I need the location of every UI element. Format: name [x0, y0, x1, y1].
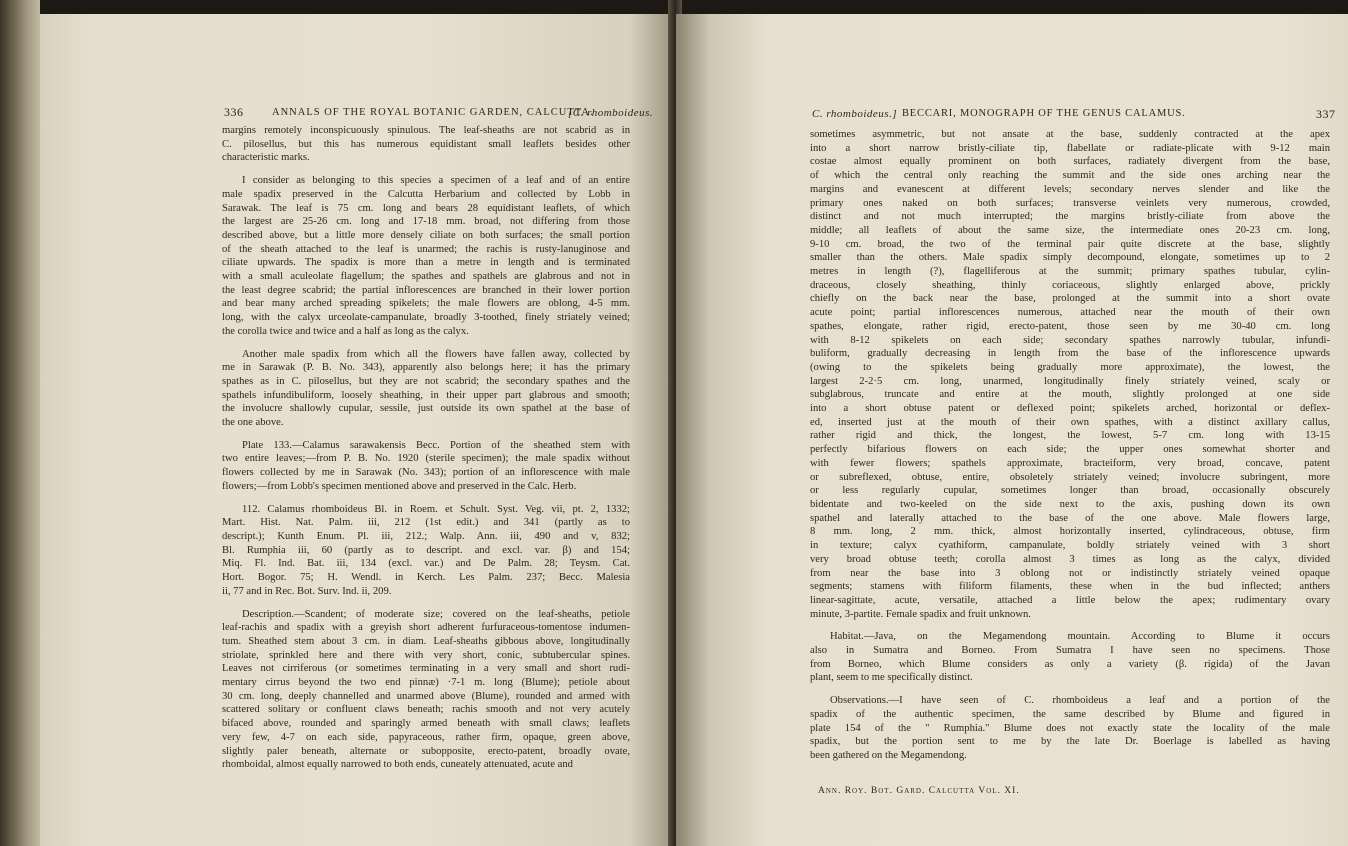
text-line: into a short narrow bristly-ciliate tip, flabellate or radiate-plicate with 9-12 main	[810, 142, 1330, 154]
paragraph-gap	[222, 165, 630, 174]
text-line: margins and evanescent at different levels; secondary nerves slender and like the	[810, 183, 1330, 195]
text-line: spathes as in C. pilosellus, but they are not scabrid; the secondary spathes and the	[222, 375, 630, 387]
right-running-head: BECCARI, MONOGRAPH OF THE GENUS CALAMUS.	[902, 108, 1186, 119]
text-line: sometimes asymmetric, but not ansate at the base, suddenly contracted at the apex	[810, 129, 1330, 140]
text-line: spathels infundibuliform, loosely sheathing, in their upper part glabrous and smooth;	[222, 389, 630, 401]
text-line: very broad obtuse teeth; corolla almost 3 times as long as the calyx, divided	[810, 553, 1330, 565]
text-line: very few, 4-7 on each side, papyraceous, rather firm, opaque, green above,	[222, 731, 630, 743]
text-line: tum. Sheathed stem about 3 cm. in diam. Leaf-sheaths gibbous above, longitudinally	[222, 635, 630, 647]
paragraph-gap	[222, 430, 630, 439]
text-line: primary ones naked on both surfaces; transverse veinlets very numerous, crowded,	[810, 197, 1330, 209]
text-line: Description.—Scandent; of moderate size; covered on the leaf-sheaths, petiole	[242, 608, 630, 620]
text-line: margins remotely inconspicuously spinulous. The leaf-sheaths are not scabrid as in	[222, 125, 630, 136]
left-page-number: 336	[224, 105, 244, 119]
text-line: descript.); Kunth Enum. Pl. iii, 212.; Walp. Ann. iii, 490 and v, 832;	[222, 530, 630, 542]
text-line: metres in length (?), flagelliferous at the summit; primary spathes tubular, cylin-	[810, 266, 1330, 278]
text-line: me in Sarawak (P. B. No. 343), apparently also belongs here; it has the primary	[222, 362, 630, 374]
paragraph-gap	[222, 494, 630, 503]
text-line: striolate, sprinkled here and there with very short, conic, subtubercular spines.	[222, 649, 630, 661]
text-line: with fewer flowers; spathels approximate, bracteiform, very broad, concave, patent	[810, 457, 1330, 469]
text-line: two entire leaves;—from P. B. No. 1920 (sterile specimen); the male spadix without	[222, 453, 630, 465]
text-line: or subreflexed, obtuse, entire, obsoletely striately veined; involucre subringent, more	[810, 471, 1330, 483]
text-line: (owing to the spikelets being gradually more approximate), the lowest, the	[810, 361, 1330, 373]
text-line: slightly paler beneath, alternate or subopposite, erecto-patent, broadly ovate,	[222, 745, 630, 757]
text-line: with 8-12 spikelets on each side; secondary spathes narrowly tubular, infundi-	[810, 334, 1330, 346]
paragraph-gap	[222, 339, 630, 348]
text-line: spathes, elongate, rather rigid, erecto-patent, those seen by me 30-40 cm. long	[810, 320, 1330, 332]
text-line: long, with the calyx urceolate-campanulate, broadly 3-toothed, finely striately veined;	[222, 312, 630, 324]
text-line: the involucre shallowly cupular, sessile, just outside its own spathel at the base of	[222, 403, 630, 415]
left-page	[40, 14, 674, 846]
text-line: 30 cm. long, deeply channelled and unarmed above (Blume), rounded and armed with	[222, 690, 630, 702]
text-line: plant, seem to me specifically distinct.	[810, 672, 973, 684]
text-line: Hort. Bogor. 75; H. Wendl. in Kerch. Les Palm. 237; Becc. Malesia	[222, 572, 630, 584]
book-edge	[0, 0, 40, 846]
text-line: the least degree scabrid; the partial inflorescences are branched in their lower portion	[222, 284, 630, 296]
right-running-head-species: C. rhomboideus.]	[812, 108, 898, 120]
text-line: rather rigid and thick, the longest, the lowest, 5-7 cm. long with 13-15	[810, 430, 1330, 442]
right-page	[676, 14, 1348, 846]
text-line: Observations.—I have seen of C. rhomboideus a leaf and a portion of the	[830, 695, 1330, 707]
text-line: ii, 77 and in Rec. Bot. Surv. Ind. ii, 209.	[222, 585, 392, 597]
text-line: Sarawak. The leaf is 75 cm. long and bears 28 equidistant leaflets, of which	[222, 202, 630, 214]
text-line: Mart. Hist. Nat. Palm. iii, 212 (1st edit.) and 341 (partly as to	[222, 517, 630, 529]
text-line: largest 2-2·5 cm. long, unarmed, longitudinally finely striately veined, scaly or	[810, 375, 1330, 387]
text-line: Miq. Fl. Ind. Bat. iii, 134 (excl. var.) and De Palm. 28; Teysm. Cat.	[222, 558, 630, 570]
text-line: C. pilosellus, but this has numerous equidistant small leaflets besides other	[222, 138, 630, 150]
text-line: chiefly on the back near the base, prolonged at the summit into a short ovate	[810, 293, 1330, 305]
text-line: flowers;—from Lobb's specimen mentioned above and preserved in the Calc. Herb.	[222, 480, 577, 492]
text-line: flowers collected by me in Sarawak (No. 343); portion of an inflorescence with male	[222, 467, 630, 479]
text-line: smaller than the others. Male spadix simply decompound, elongate, sometimes up to 2	[810, 252, 1330, 264]
text-line: in texture; calyx cyathiform, campanulate, boldly striately veined with 3 short	[810, 540, 1330, 552]
text-line: distinct and not much interrupted; the margins bristly-ciliate from above the	[810, 211, 1330, 223]
right-page-number: 337	[1316, 107, 1336, 121]
text-line: of the sheath attached to the leaf is unarmed; the rachis is rusty-lanuginose and	[222, 243, 630, 255]
text-line: middle; all leaflets of about the same size, the intermediate ones 20-23 cm. long,	[810, 224, 1330, 236]
text-line: Habitat.—Java, on the Megamendong mountain. According to Blume it occurs	[830, 631, 1330, 643]
text-line: costae almost equally prominent on both surfaces, radiately divergent from the base,	[810, 156, 1330, 168]
left-running-head: ANNALS OF THE ROYAL BOTANIC GARDEN, CALCUTTA.	[272, 107, 594, 118]
text-line: ciliate upwards. The spadix is more than a metre in length and is terminated	[222, 257, 630, 269]
right-page-body	[810, 128, 1330, 763]
text-line: I consider as belonging to this species a specimen of a leaf and of an entire	[242, 175, 630, 187]
text-line: 8 mm. long, 2 mm. thick, almost horizontally inserted, cylindraceous, obtuse, firm	[810, 526, 1330, 538]
text-line: been gathered on the Megamendong.	[810, 749, 967, 761]
text-line: or less regularly cupular, sometimes longer than broad, occasionally obscurely	[810, 485, 1330, 497]
text-line: bidentate and two-keeled on the side next to the axis, pushing down its own	[810, 498, 1330, 510]
text-line: male spadix preserved in the Calcutta Herbarium and collected by Lobb in	[222, 188, 630, 200]
text-line: bifaced above, rounded and sparingly armed beneath with small claws; leaflets	[222, 718, 630, 730]
text-line: the corolla twice and twice and a half as long as the calyx.	[222, 325, 469, 337]
text-line: from Borneo, which Blume considers as only a variety (β. rigida) of the Javan	[810, 658, 1330, 670]
page-footer: Ann. Roy. Bot. Gard. Calcutta Vol. XI.	[818, 786, 1020, 796]
text-line: buliform, gradually decreasing in length from the base of the inflorescence upwards	[810, 348, 1330, 360]
text-line: scattered solitary or confluent claws beneath; rachis smooth and not very acutely	[222, 704, 630, 716]
text-line: into a short obtuse patent or deflexed point; spikelets arched, horizontal or deflex-	[810, 403, 1330, 415]
text-line: linear-sagittate, acute, versatile, attached a little below the apex; rudimentary ovary	[810, 594, 1330, 606]
text-line: spadix of the authentic specimen, the same described by Blume and figured in	[810, 708, 1330, 720]
text-line: perfectly bifarious flowers on each side; the upper ones somewhat shorter and	[810, 444, 1330, 456]
text-line: Bl. Rumphia iii, 60 (partly as to descript. and excl. var. β) and 154;	[222, 544, 630, 556]
left-page-body	[222, 124, 630, 772]
paragraph-gap	[810, 621, 1330, 630]
text-line: plate 154 of the " Rumphia." Blume does not exactly state the locality of the male	[810, 722, 1330, 734]
text-line: also in Sumatra and Borneo. From Sumatra I have seen no specimens. Those	[810, 645, 1330, 657]
text-line: ed, inserted just at the mouth of their own spathes, with a distinct axillary callus,	[810, 416, 1330, 428]
text-line: Plate 133.—Calamus sarawakensis Becc. Portion of the sheathed stem with	[242, 439, 630, 451]
left-running-head-species: [C. rhomboideus.	[568, 107, 654, 119]
text-line: characteristic marks.	[222, 152, 310, 164]
text-line: the largest are 25-26 cm. long and 17-18 mm. broad, not differing from those	[222, 216, 630, 228]
text-line: Another male spadix from which all the flowers have fallen away, collected by	[242, 348, 630, 360]
paragraph-gap	[222, 599, 630, 608]
text-line: rhomboidal, almost equally narrowed to both ends, cuneately attenuated, acute and	[222, 759, 573, 771]
text-line: described above, but a little more densely ciliate on both surfaces; the small portion	[222, 229, 630, 241]
text-line: acute point; partial inflorescences numerous, attached near the mouth of their own	[810, 307, 1330, 319]
text-line: with a small aculeolate flagellum; the spathes and spathels are glabrous and not in	[222, 271, 630, 283]
text-line: spadix, but the portion sent to me by the late Dr. Boerlage is labelled as having	[810, 736, 1330, 748]
text-line: 9-10 cm. broad, the two of the terminal pair quite discrete at the base, slightly	[810, 238, 1330, 250]
text-line: and bear many arched spreading spikelets; the male flowers are oblong, 4-5 mm.	[222, 298, 630, 310]
text-line: Leaves not cirriferous (or sometimes terminating in a very small and short rudi-	[222, 663, 630, 675]
paragraph-gap	[810, 685, 1330, 694]
text-line: 112. Calamus rhomboideus Bl. in Roem. et Schult. Syst. Veg. vii, pt. 2, 1332;	[242, 503, 630, 515]
text-line: draceous, closely sheathing, thinly coriaceous, slightly enlarged above, prickly	[810, 279, 1330, 291]
text-line: the one above.	[222, 417, 284, 429]
text-line: of which the central only reaching the summit and the side ones arching near the	[810, 170, 1330, 182]
text-line: subglabrous, truncate and entire at the mouth, slightly prolonged at one side	[810, 389, 1330, 401]
text-line: segments; stamens with filiform filaments, these when in the bud inflected; anthers	[810, 581, 1330, 593]
text-line: spathel and laterally attached to the base of the one above. Male flowers large,	[810, 512, 1330, 524]
text-line: minute, 3-partite. Female spadix and fruit unknown.	[810, 608, 1031, 620]
text-line: from near the base into 3 oblong not or indistinctly striately veined opaque	[810, 567, 1330, 579]
text-line: leaf-rachis and spadix with a greyish short adherent furfuraceous-tomentose indumen-	[222, 622, 630, 634]
text-line: mentary cirrus beyond the two end pinnæ) ·7-1 m. long (Blume); petiole about	[222, 677, 630, 689]
